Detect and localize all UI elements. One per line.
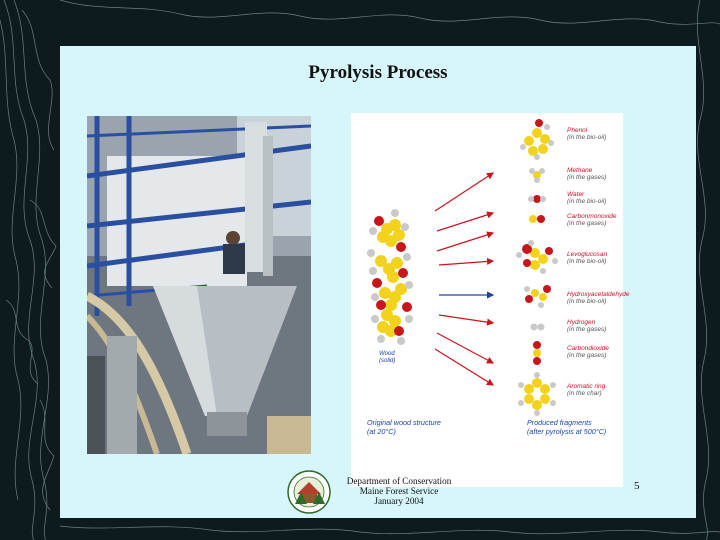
produced-caption: Produced fragments (after pyrolysis at 500°C) xyxy=(527,418,607,436)
fragment-label: Carbondioxide (in the gases) xyxy=(567,345,609,359)
dept-line: Department of Conservation xyxy=(346,476,452,486)
fragment-label: Hydrogen (in the gases) xyxy=(567,319,607,333)
maine-forest-service-logo xyxy=(287,470,331,514)
page-number: 5 xyxy=(634,480,640,492)
fragment-label: Aromatic ring (in the char) xyxy=(567,383,606,397)
fragment-label: Methane (in the gases) xyxy=(567,167,607,181)
department-credit xyxy=(334,476,464,506)
fragment-molecules xyxy=(516,119,558,416)
original-caption: Original wood structure (at 20°C) xyxy=(367,418,441,436)
slide xyxy=(60,46,696,518)
pyrolysis-diagram xyxy=(351,113,630,487)
wood-label: Wood (solid) xyxy=(379,351,396,364)
wood-molecule xyxy=(367,209,413,345)
reactor-photo xyxy=(87,116,311,454)
fragment-label: Phenol (in the bio-oil) xyxy=(567,127,607,141)
fragment-label: Levoglucosan (in the bio-oil) xyxy=(567,251,608,265)
fragment-label: Water (in the bio-oil) xyxy=(567,191,607,205)
fragment-label: Hydroxyacetaldehyde (in the bio-oil) xyxy=(567,291,630,305)
dept-line: Maine Forest Service xyxy=(359,486,439,496)
dept-line: January 2004 xyxy=(374,496,424,506)
fragment-label: Carbonmonoxide (in the gases) xyxy=(567,213,617,227)
slide-title: Pyrolysis Process xyxy=(308,62,448,83)
